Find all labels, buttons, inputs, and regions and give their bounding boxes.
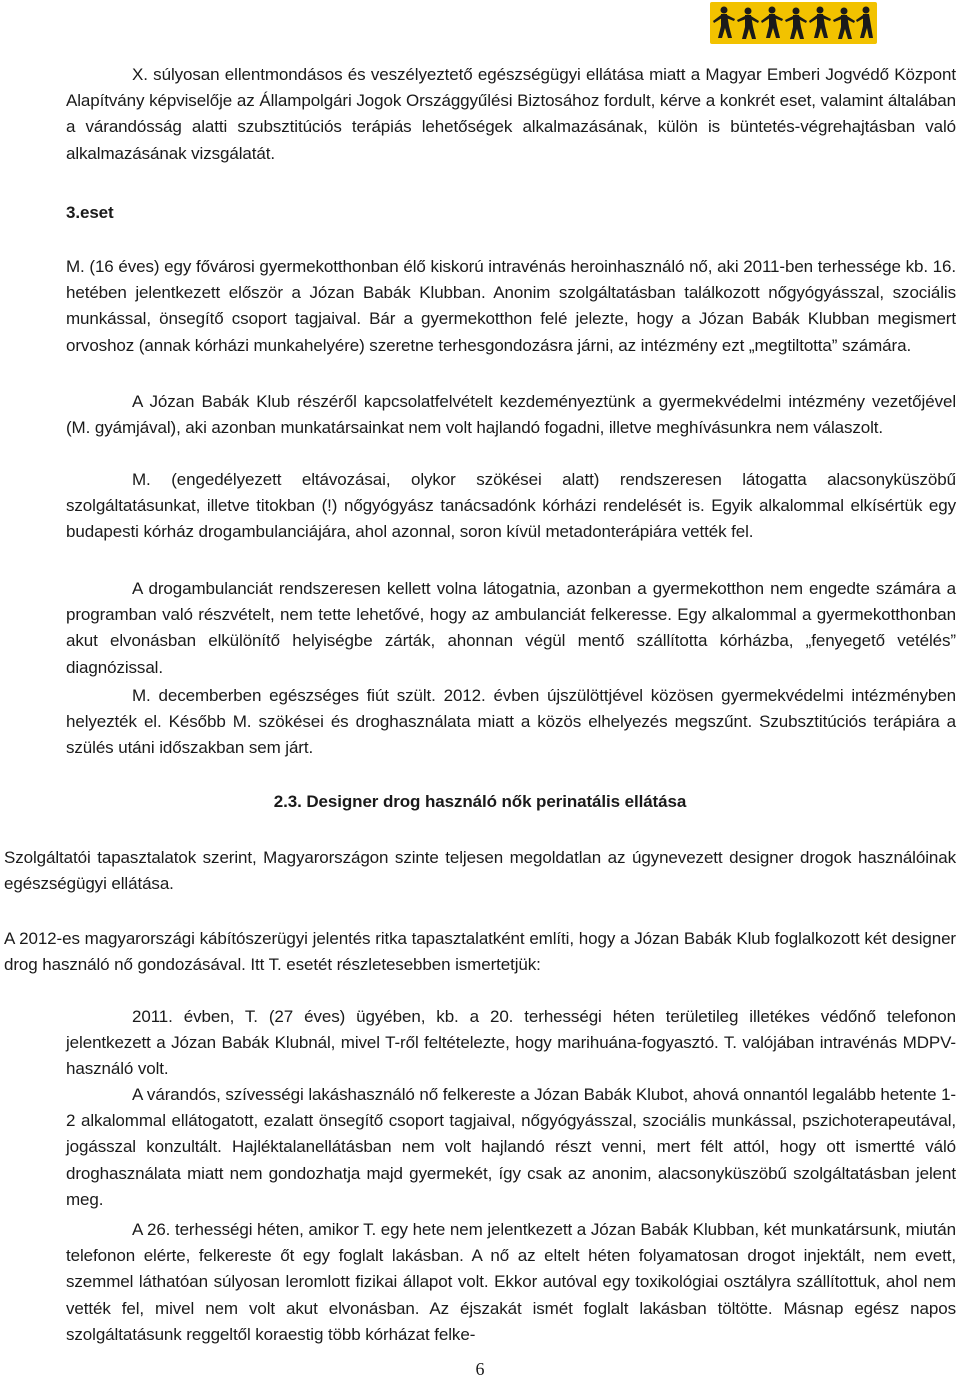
organization-logo — [710, 2, 877, 44]
paragraph-case3-contact: A Józan Babák Klub részéről kapcsolatfelvételt kezdeményeztünk a gyermekvédelmi intézmény vezetőjével (M. gyámjával), aki azonban munkatársainkat nem volt hajlandó fogadni, illetve meghívásunkra nem válaszolt. — [66, 392, 956, 438]
paragraph-case3-intro: M. (16 éves) egy fővárosi gyermekotthonban élő kiskorú intravénás heroinhasználó nő, aki 2011-ben terhessége kb. 16. hetében jelentkezett először a Józan Babák Klubban. Anonim szolgáltatásban találkozott nőgyógyásszal, szociális munkással, önsegítő csoport tagjaival. Bár a gyermekotthon felé jelezte, hogy a Józan Babák Klubban megismert orvoshoz (annak kórházi munkahelyére) szeretne terhesgondozásra járni, az intézmény ezt „megtiltotta” számára. — [66, 257, 956, 355]
paragraph-designer-intro: Szolgáltatói tapasztalatok szerint, Magyarországon szinte teljesen megoldatlan az úgynevezett designer drogok használóinak egészségügyi ellátása. — [4, 848, 956, 894]
paragraph-case3-birth: M. decemberben egészséges fiút szült. 2012. évben újszülöttjével közösen gyermekvédelmi intézményben helyezték el. Később M. szökései és droghasználata miatt a közös elhelyezés megszűnt. Szubsztitúciós terápiára a szülés utáni időszakban sem járt. — [66, 686, 956, 758]
dancing-figures-icon — [710, 2, 877, 44]
paragraph-case3-visits: M. (engedélyezett eltávozásai, olykor szökései alatt) rendszeresen látogatta alacsonyküszöbű szolgáltatásunkat, illetve titokban (!) nőgyógyász tanácsadónk kórházi rendelését is. Egyik alkalommal elkísértük egy budapesti kórház drogambulanciájára, ahol azonnal, soron kívül metadonterápiára vették fel. — [66, 470, 956, 542]
paragraph-case3-ambulance: A drogambulanciát rendszeresen kellett volna látogatnia, azonban a gyermekotthon nem engedte számára a programban való részvételt, nem tette lehetővé, hogy az ambulanciát felkeresse. Egy alkalommal a gyermekotthonban akut elvonásban elkülönítő helyiségbe zárták, ahonnan végül mentő szállította kórházba, „fenyegető vetélés” diagnózissal. — [66, 579, 956, 677]
paragraph-case-t-intro: 2011. évben, T. (27 éves) ügyében, kb. a 20. terhességi héten területileg illetékes védőnő telefonon jelentkezett a Józan Babák Klubnál, mivel T-ről feltételezte, hogy marihuána-fogyasztó. T. valójában intravénás MDPV-használó volt. — [66, 1007, 956, 1079]
case-heading: 3.eset — [66, 203, 114, 222]
paragraph-case-t-week26: A 26. terhességi héten, amikor T. egy hete nem jelentkezett a Józan Babák Klubban, két munkatársunk, miután telefonon elérte, felkereste őt egy foglalt lakásban. A nő az eltelt héten folyamatosan drogot injektált, nem evett, szemmel láthatóan súlyosan leromlott fizikai állapot volt. Ekkor autóval egy toxikológiai osztályra szállítottuk, ahol nem vették fel, mivel nem volt akut elvonásban. Az éjszakát ismét foglalt lakásban töltötte. Másnap egész napos szolgáltatásunk reggeltől koraestig több kórházat felke- — [66, 1220, 956, 1344]
paragraph-report: A 2012-es magyarországi kábítószerügyi jelentés ritka tapasztalatként említi, hogy a Józan Babák Klub foglalkozott két designer drog használó nő gondozásával. Itt T. esetét részletesebben ismertetjük: — [4, 929, 956, 975]
paragraph-case-t-services: A várandós, szívességi lakáshasználó nő felkereste a Józan Babák Klubot, ahová onnantól legalább hetente 1-2 alkalommal ellátogatott, ezalatt önsegítő csoport tagjaival, nőgyógyásszal, szociális munkással, pszichoterapeutával, jogásszal konzultált. Hajléktalanellátásban nem volt hajlandó részt venni, mert félt attól, hogy ott ismertté váló droghasználata miatt nem gondozhatja majd gyermekét, így csak az anonim, alacsonyküszöbű szolgáltatásban jelent meg. — [66, 1085, 956, 1209]
paragraph-x-case: X. súlyosan ellentmondásos és veszélyeztető egészségügyi ellátása miatt a Magyar Emberi Jogvédő Központ Alapítvány képviselője az Állampolgári Jogok Országgyűlési Biztosához fordult, kérve a konkrét eset, valamint általában a várandósság alatti szubsztitúciós terápiás lehetőségek alkalmazásának, külön is büntetés-végrehajtásban való alkalmazásának vizsgálatát. — [66, 65, 956, 163]
page-number: 6 — [475, 1359, 485, 1379]
section-heading: 2.3. Designer drog használó nők perinatális ellátása — [273, 792, 687, 811]
